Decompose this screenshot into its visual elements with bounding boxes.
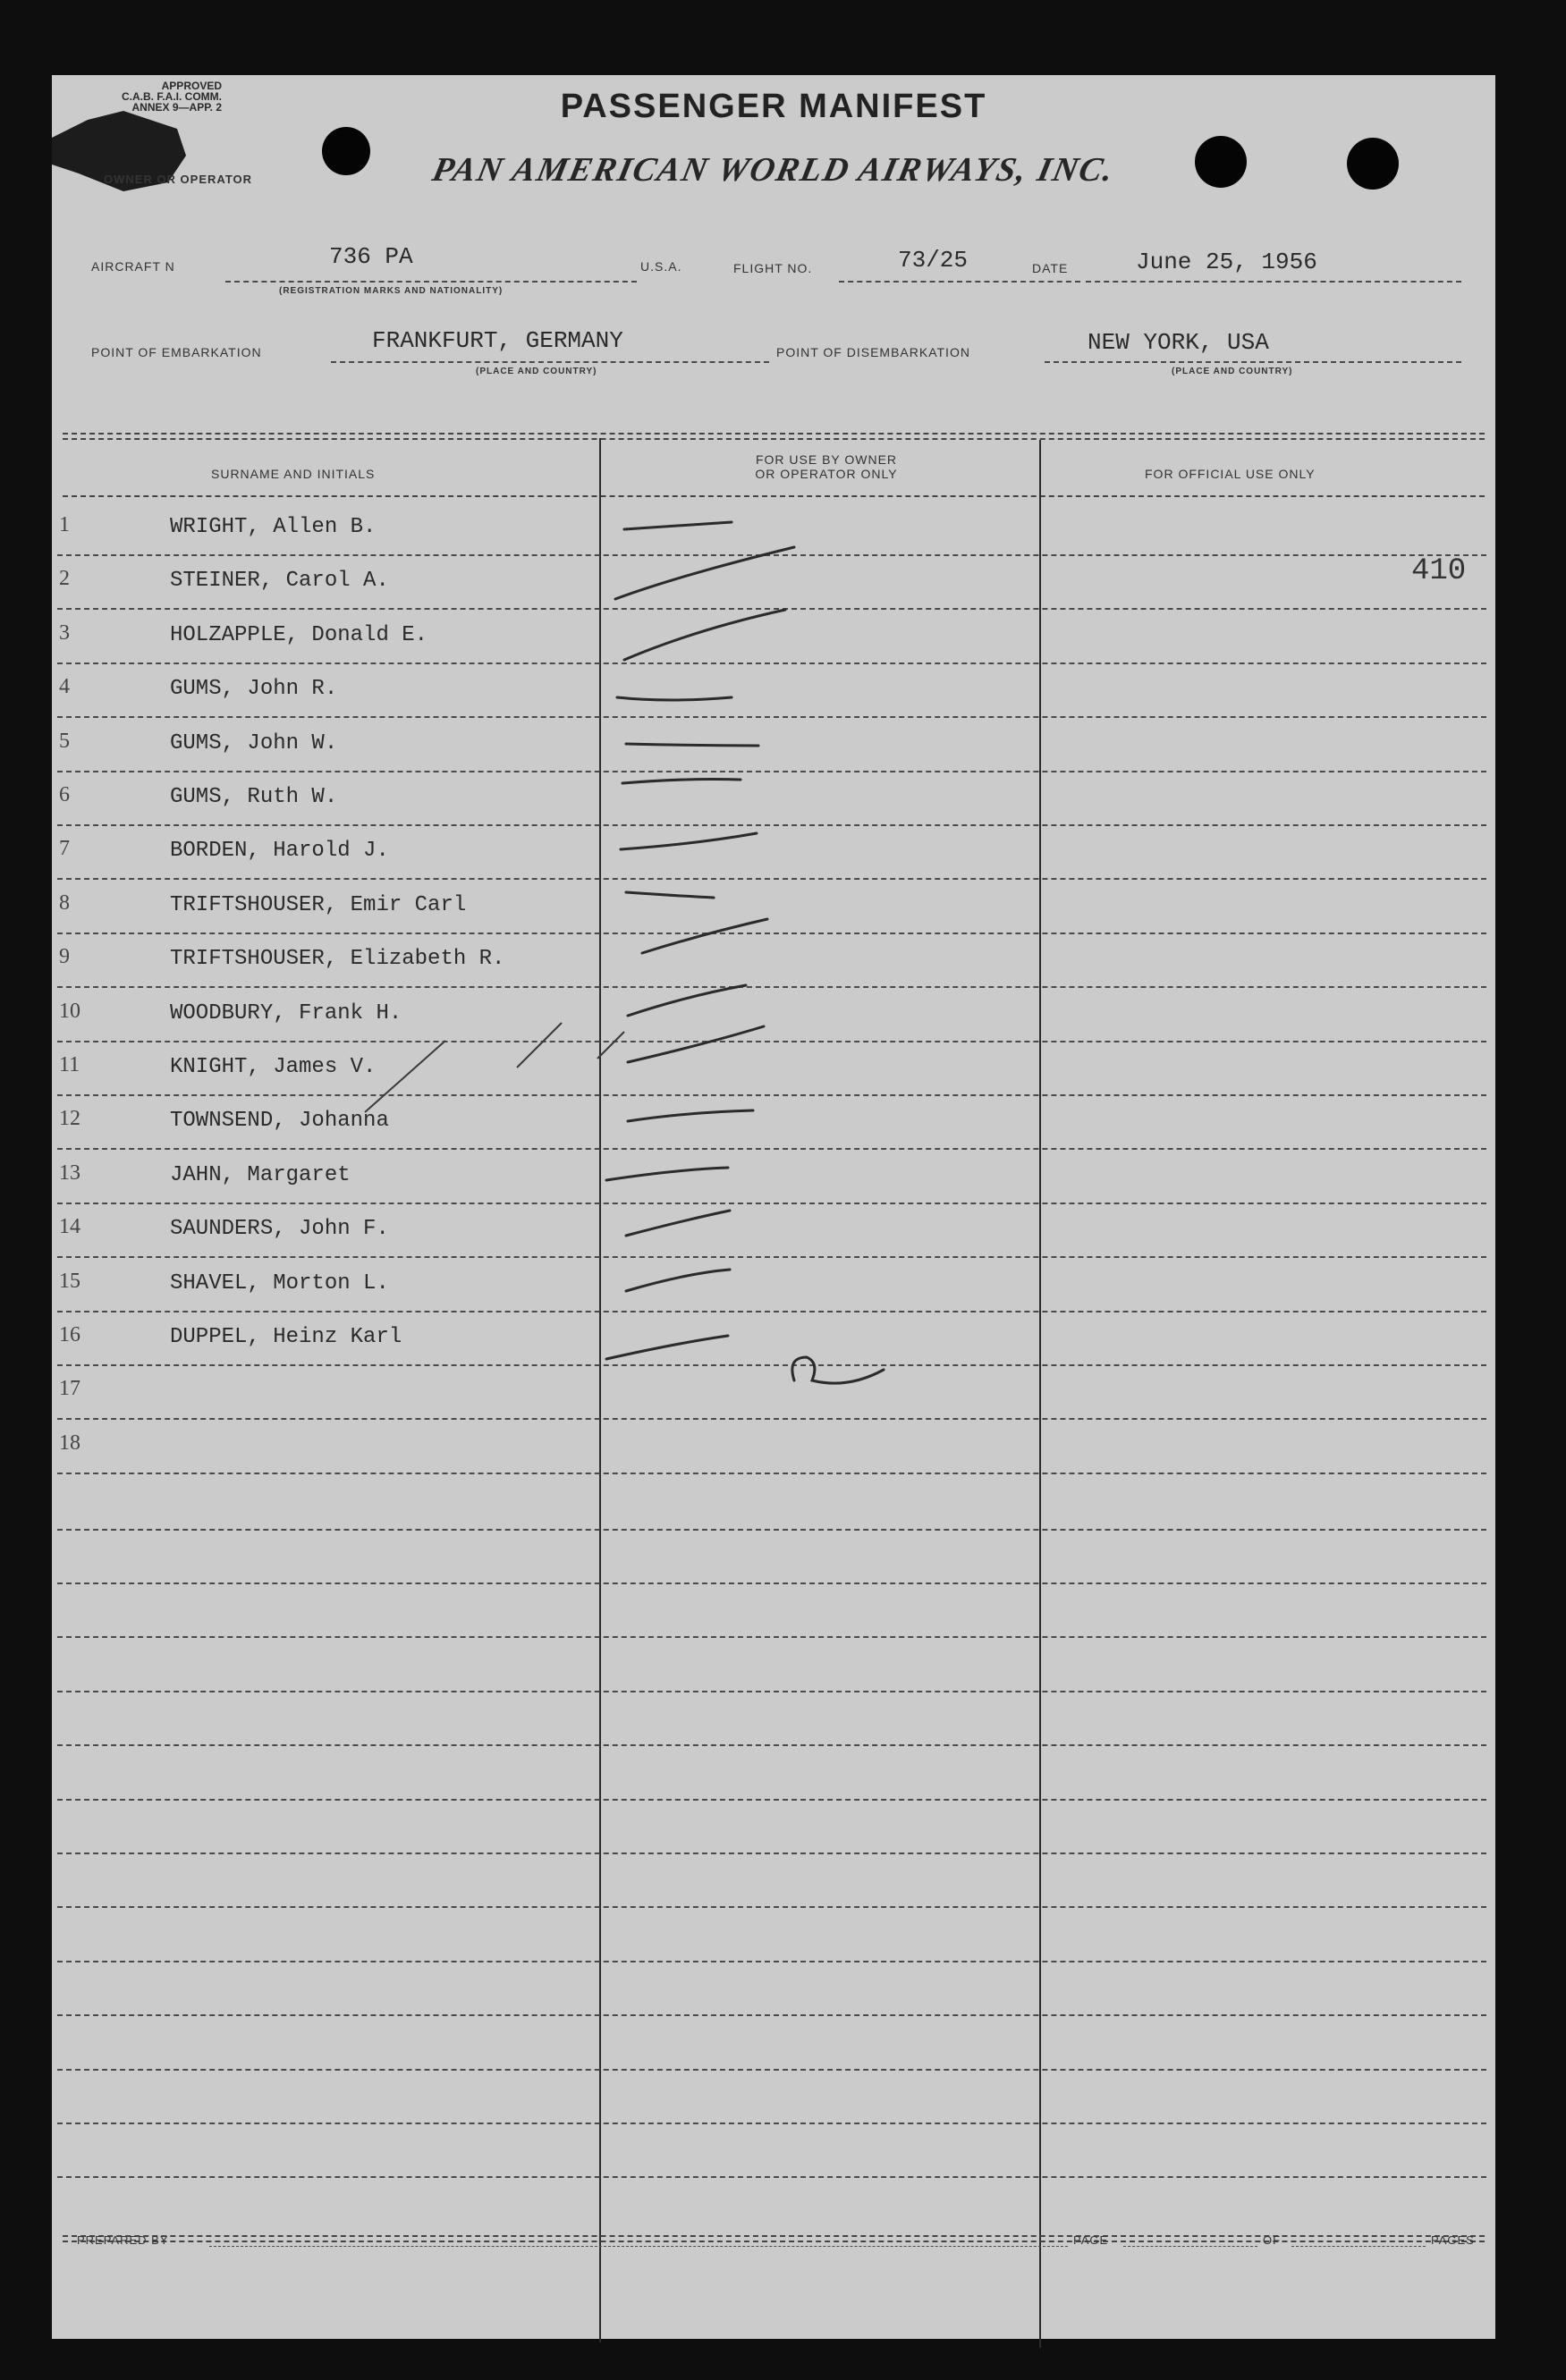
table-top-rule	[63, 433, 1485, 440]
registration-caption: (REGISTRATION MARKS AND NATIONALITY)	[279, 286, 504, 296]
aircraft-label: AIRCRAFT N	[91, 259, 175, 274]
row-number: 15	[59, 1269, 80, 1293]
row-number: 13	[59, 1160, 80, 1185]
of-label: OF	[1263, 2233, 1282, 2247]
passenger-name: GUMS, John R.	[170, 677, 338, 702]
blank-row-rule	[57, 2123, 1486, 2124]
blank-row-rule	[57, 1799, 1486, 1801]
passenger-name: TOWNSEND, Johanna	[170, 1109, 389, 1134]
row-number: 11	[59, 1053, 80, 1076]
blank-row-rule	[57, 2176, 1486, 2178]
official-note: 410	[1411, 554, 1467, 588]
embarkation-underline	[331, 361, 769, 363]
flight-no-value: 73/25	[898, 247, 969, 274]
row-number: 18	[59, 1431, 80, 1455]
row-number: 8	[59, 890, 70, 915]
aircraft-value: 736 PA	[329, 243, 413, 270]
page-underline	[1123, 2246, 1257, 2247]
column-header-official: FOR OFFICIAL USE ONLY	[1145, 467, 1316, 481]
disembarkation-underline	[1045, 361, 1461, 363]
row-number: 12	[59, 1107, 80, 1131]
row-number: 3	[59, 620, 70, 645]
prepared-by-underline	[209, 2246, 1068, 2247]
row-number: 2	[59, 567, 70, 591]
flight-no-label: FLIGHT NO.	[733, 261, 813, 275]
flight-no-underline	[839, 281, 1080, 283]
passenger-name: HOLZAPPLE, Donald E.	[170, 622, 428, 647]
prepared-by-label: PREPARED BY	[77, 2233, 169, 2247]
date-value: June 25, 1956	[1136, 249, 1317, 275]
passenger-name: TRIFTSHOUSER, Elizabeth R.	[170, 947, 505, 972]
row-rule	[57, 1473, 1486, 1474]
manifest-sheet	[52, 75, 1495, 2339]
embarkation-caption: (PLACE AND COUNTRY)	[476, 367, 597, 376]
row-number: 9	[59, 945, 70, 969]
column-header-owner: FOR USE BY OWNER OR OPERATOR ONLY	[755, 452, 898, 481]
passenger-name: DUPPEL, Heinz Karl	[170, 1325, 402, 1349]
blank-row-rule	[57, 1853, 1486, 1854]
page-title: PASSENGER MANIFEST	[560, 88, 987, 125]
passenger-name: WOODBURY, Frank H.	[170, 1000, 402, 1025]
row-number: 4	[59, 675, 70, 699]
blank-row-rule	[57, 1744, 1486, 1746]
row-number: 5	[59, 729, 70, 753]
disembarkation-label: POINT OF DISEMBARKATION	[776, 345, 970, 359]
blank-row-rule	[57, 1906, 1486, 1908]
blank-row-rule	[57, 1636, 1486, 1638]
passenger-name: STEINER, Carol A.	[170, 569, 389, 594]
blank-row-rule	[57, 2069, 1486, 2071]
passenger-name: GUMS, John W.	[170, 730, 338, 755]
airline-name: PAN AMERICAN WORLD AIRWAYS, INC.	[428, 151, 1119, 189]
row-number: 10	[59, 999, 80, 1023]
embarkation-value: FRANKFURT, GERMANY	[372, 327, 623, 354]
row-number: 7	[59, 837, 70, 861]
passenger-name: TRIFTSHOUSER, Emir Carl	[170, 892, 467, 917]
date-underline	[1086, 281, 1461, 283]
passenger-name: KNIGHT, James V.	[170, 1055, 377, 1079]
row-number: 14	[59, 1215, 80, 1239]
row-number: 16	[59, 1323, 80, 1346]
passenger-name: SAUNDERS, John F.	[170, 1217, 389, 1242]
blank-row-rule	[57, 2014, 1486, 2016]
aircraft-underline	[225, 281, 637, 283]
embarkation-label: POINT OF EMBARKATION	[91, 345, 262, 359]
operator-label: OWNER OR OPERATOR	[104, 173, 253, 186]
of-underline	[1291, 2246, 1426, 2247]
passenger-name: GUMS, Ruth W.	[170, 785, 338, 809]
blank-row-rule	[57, 1961, 1486, 1962]
passenger-name: BORDEN, Harold J.	[170, 839, 389, 864]
page-label: PAGE	[1073, 2233, 1109, 2247]
approval-stamp-text: APPROVED C.A.B. F.A.I. COMM. ANNEX 9—APP. 2	[122, 80, 222, 114]
column-header-names: SURNAME AND INITIALS	[211, 467, 376, 481]
usa-label: U.S.A.	[640, 259, 682, 274]
passenger-name: SHAVEL, Morton L.	[170, 1270, 389, 1295]
stray-pen-marks	[347, 1005, 669, 1130]
disembarkation-caption: (PLACE AND COUNTRY)	[1172, 367, 1293, 376]
passenger-name: WRIGHT, Allen B.	[170, 515, 377, 539]
handwritten-check-marks	[553, 495, 1000, 1461]
blank-row-rule	[57, 1529, 1486, 1531]
date-label: DATE	[1032, 261, 1069, 275]
passenger-name: JAHN, Margaret	[170, 1162, 351, 1187]
row-number: 6	[59, 783, 70, 806]
blank-row-rule	[57, 1582, 1486, 1584]
row-number: 17	[59, 1377, 80, 1401]
disembarkation-value: NEW YORK, USA	[1088, 329, 1269, 356]
pages-label: PAGES	[1431, 2233, 1475, 2247]
blank-row-rule	[57, 1691, 1486, 1692]
row-number: 1	[59, 513, 70, 536]
